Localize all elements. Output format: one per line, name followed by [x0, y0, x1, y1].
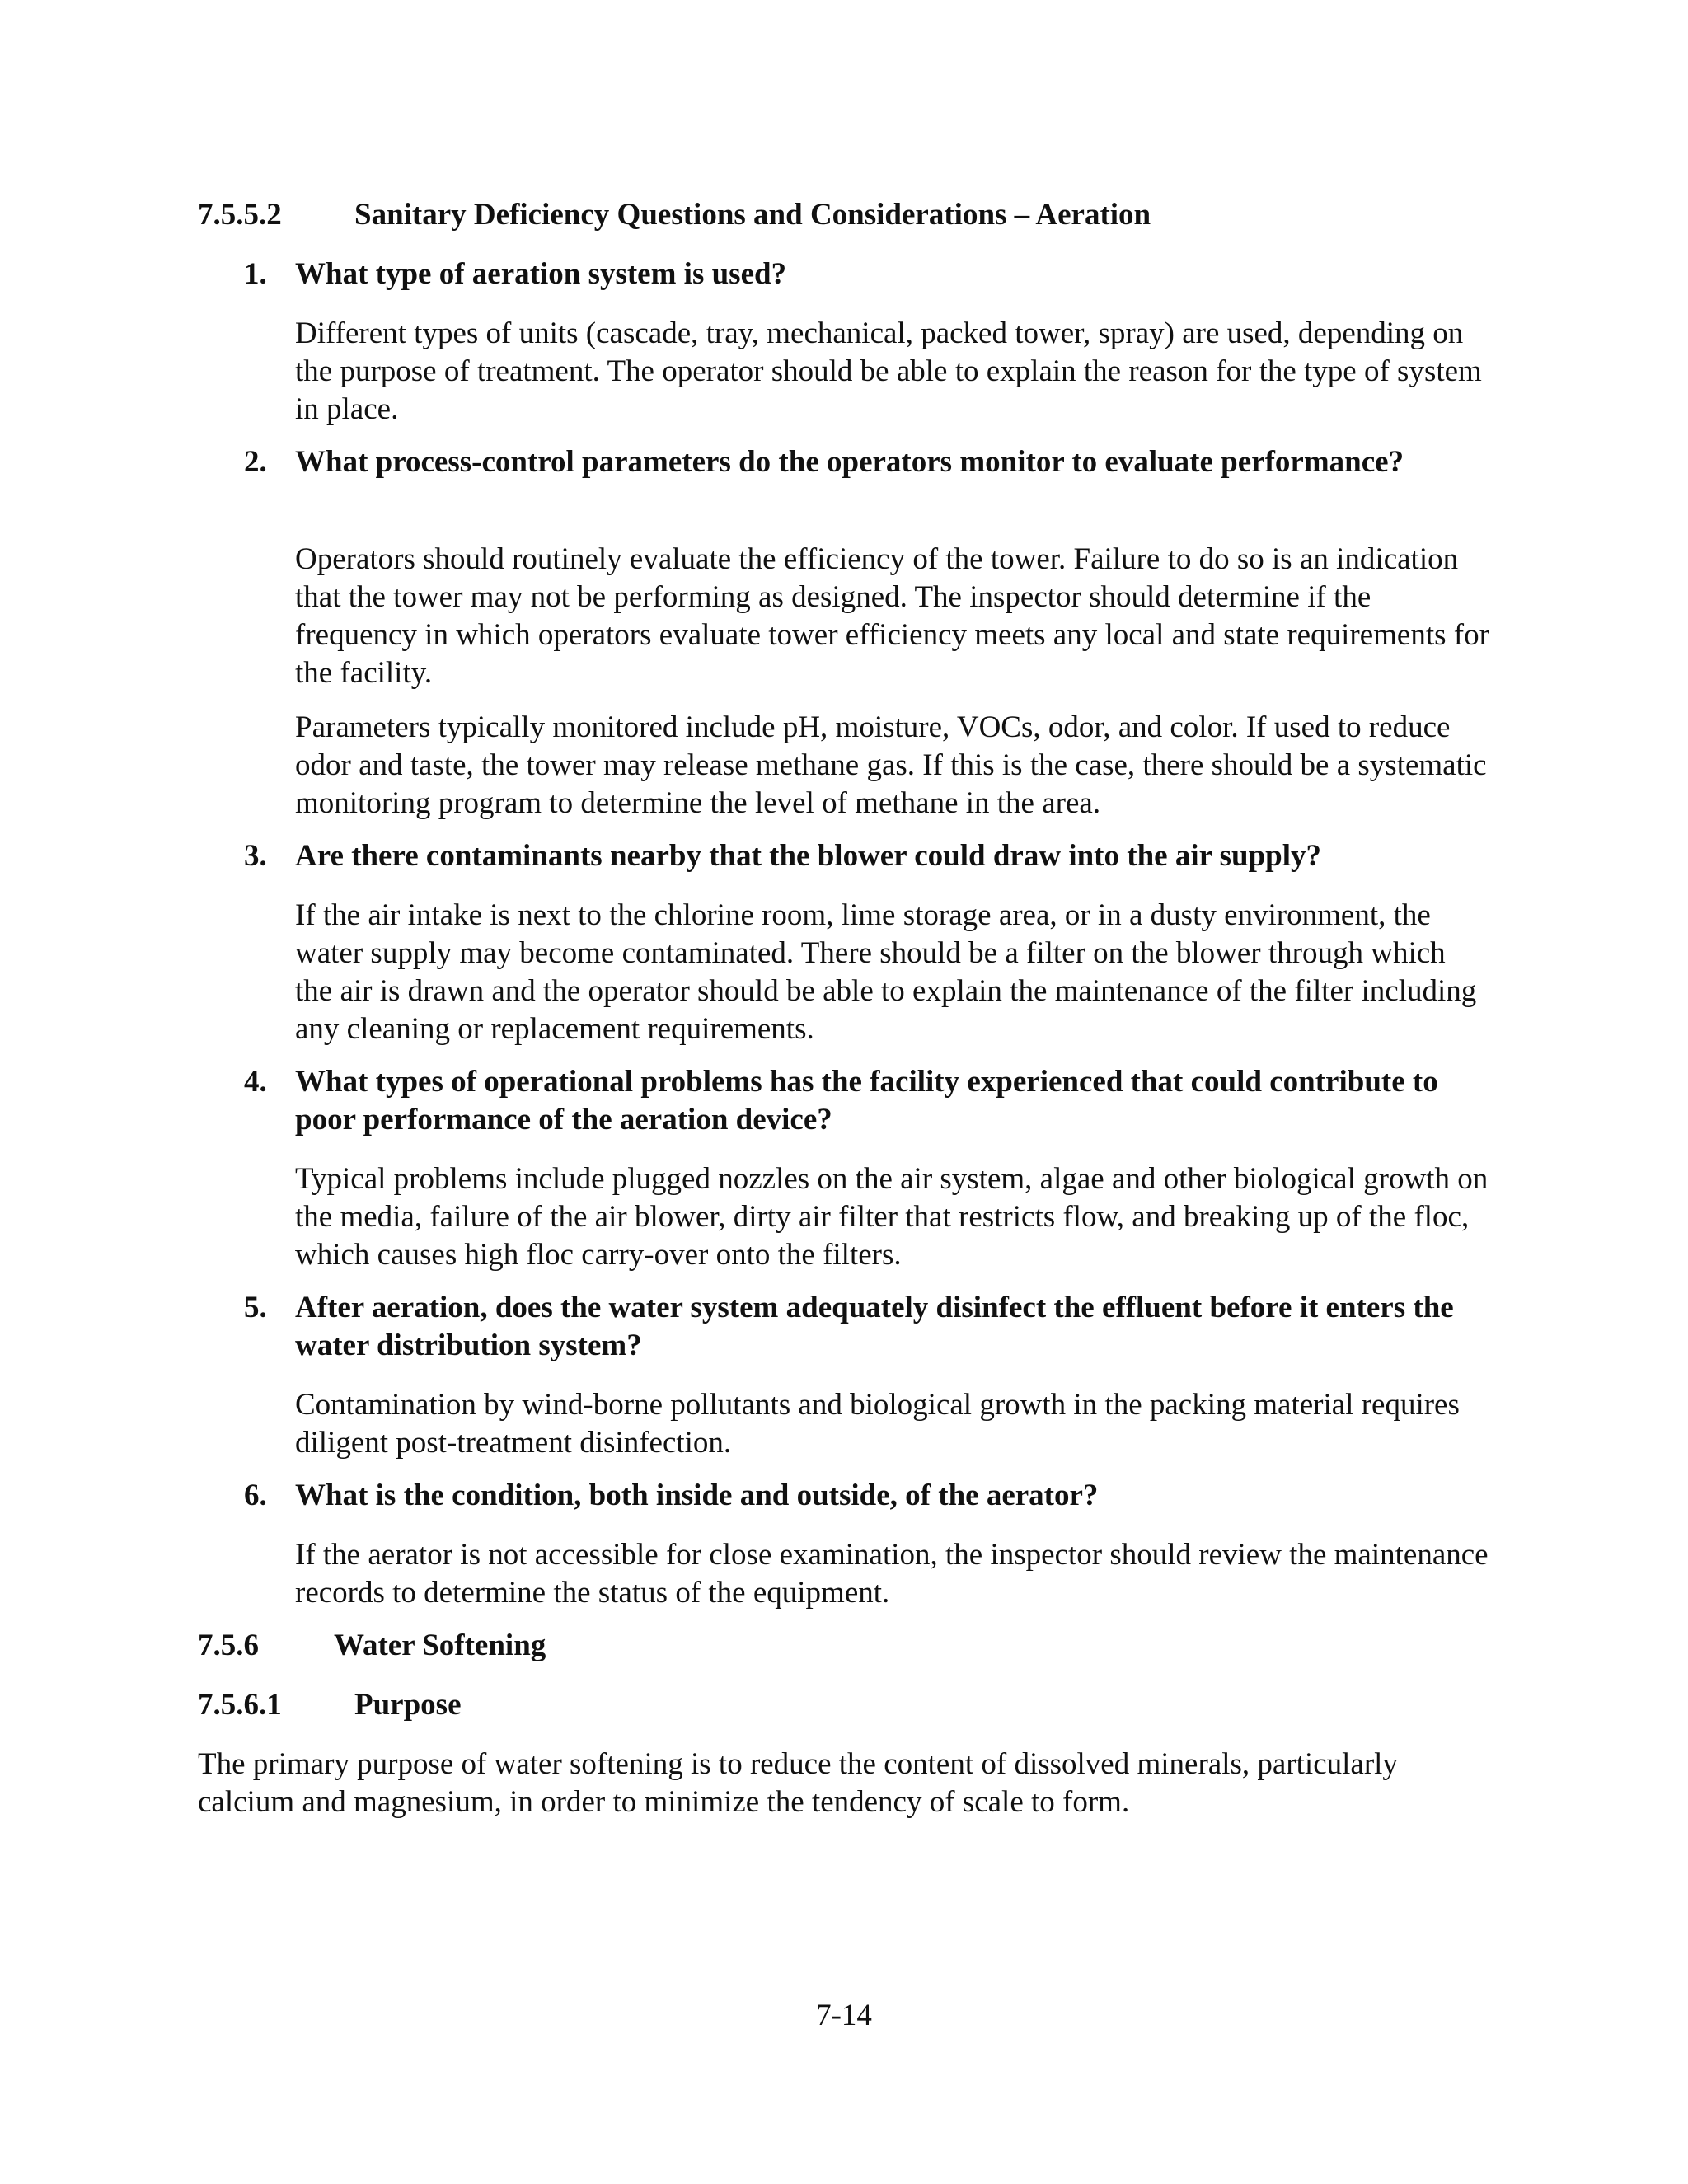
question-text: What is the condition, both inside and outside, of the aerator? — [295, 1479, 1099, 1512]
section-heading-7561 — [198, 1686, 462, 1724]
question-item — [244, 1289, 1480, 1365]
answer-paragraph: Operators should routinely evaluate the efficiency of the tower. Failure to do so is an indication that the tower may not be performing as designed. The inspector should determine if the frequency in which operators evaluate tower efficiency meets any local and state requirements for the facility. — [295, 542, 1489, 690]
question-text: What types of operational problems has the facility experienced that could contribute to poor performance of the aeration device? — [295, 1065, 1438, 1137]
question-item — [244, 1063, 1480, 1139]
question-number: 3. — [244, 839, 267, 873]
section-title: Purpose — [354, 1688, 462, 1722]
question-text: What type of aeration system is used? — [295, 257, 787, 291]
section-title: Water Softening — [334, 1629, 546, 1662]
question-text: What process-control parameters do the operators monitor to evaluate performance? — [295, 445, 1404, 479]
question-number: 4. — [244, 1065, 267, 1099]
answer-paragraph: Different types of units (cascade, tray, mechanical, packed tower, spray) are used, depending on the purpose of treatment. The operator should be able to explain the reason for the type of system in place. — [295, 316, 1482, 426]
answer-paragraph: Parameters typically monitored include pH, moisture, VOCs, odor, and color. If used to reduce odor and taste, the tower may release methane gas. If this is the case, there should be a systematic monitoring program to determine the level of methane in the area. — [295, 710, 1487, 820]
section-heading-756 — [198, 1627, 546, 1665]
question-text: Are there contaminants nearby that the blower could draw into the air supply? — [295, 839, 1322, 873]
answer-paragraph: If the air intake is next to the chlorine room, lime storage area, or in a dusty environment, the water supply may become contaminated. There should be a filter on the blower through which the air is drawn and the operator should be able to explain the maintenance of the filter including any cleaning or replacement requirements. — [295, 898, 1477, 1046]
purpose-paragraph: The primary purpose of water softening is to reduce the content of dissolved minerals, particularly calcium and magnesium, in order to minimize the tendency of scale to form. — [198, 1747, 1398, 1819]
question-number: 2. — [244, 445, 267, 479]
question-item — [244, 443, 1480, 481]
section-number: 7.5.5.2 — [198, 198, 282, 232]
question-item — [244, 255, 1480, 293]
question-item — [244, 837, 1480, 875]
section-title: Sanitary Deficiency Questions and Considerations – Aeration — [354, 198, 1151, 232]
answer-paragraph: Contamination by wind-borne pollutants and biological growth in the packing material requires diligent post-treatment disinfection. — [295, 1388, 1460, 1460]
answer-paragraph: If the aerator is not accessible for close examination, the inspector should review the maintenance records to determine the status of the equipment. — [295, 1538, 1489, 1610]
section-heading-7552 — [198, 196, 1151, 234]
question-text: After aeration, does the water system adequately disinfect the effluent before it enters the water distribution system? — [295, 1291, 1454, 1362]
answer-paragraph: Typical problems include plugged nozzles on the air system, algae and other biological growth on the media, failure of the air blower, dirty air filter that restricts flow, and breaking up of the floc, which causes high floc carry-over onto the filters. — [295, 1162, 1489, 1272]
page-number: 7-14 — [816, 1999, 872, 2032]
question-number: 1. — [244, 257, 267, 291]
section-number: 7.5.6.1 — [198, 1688, 282, 1722]
question-number: 6. — [244, 1479, 267, 1512]
section-number: 7.5.6 — [198, 1629, 259, 1662]
question-item — [244, 1477, 1480, 1515]
question-number: 5. — [244, 1291, 267, 1324]
